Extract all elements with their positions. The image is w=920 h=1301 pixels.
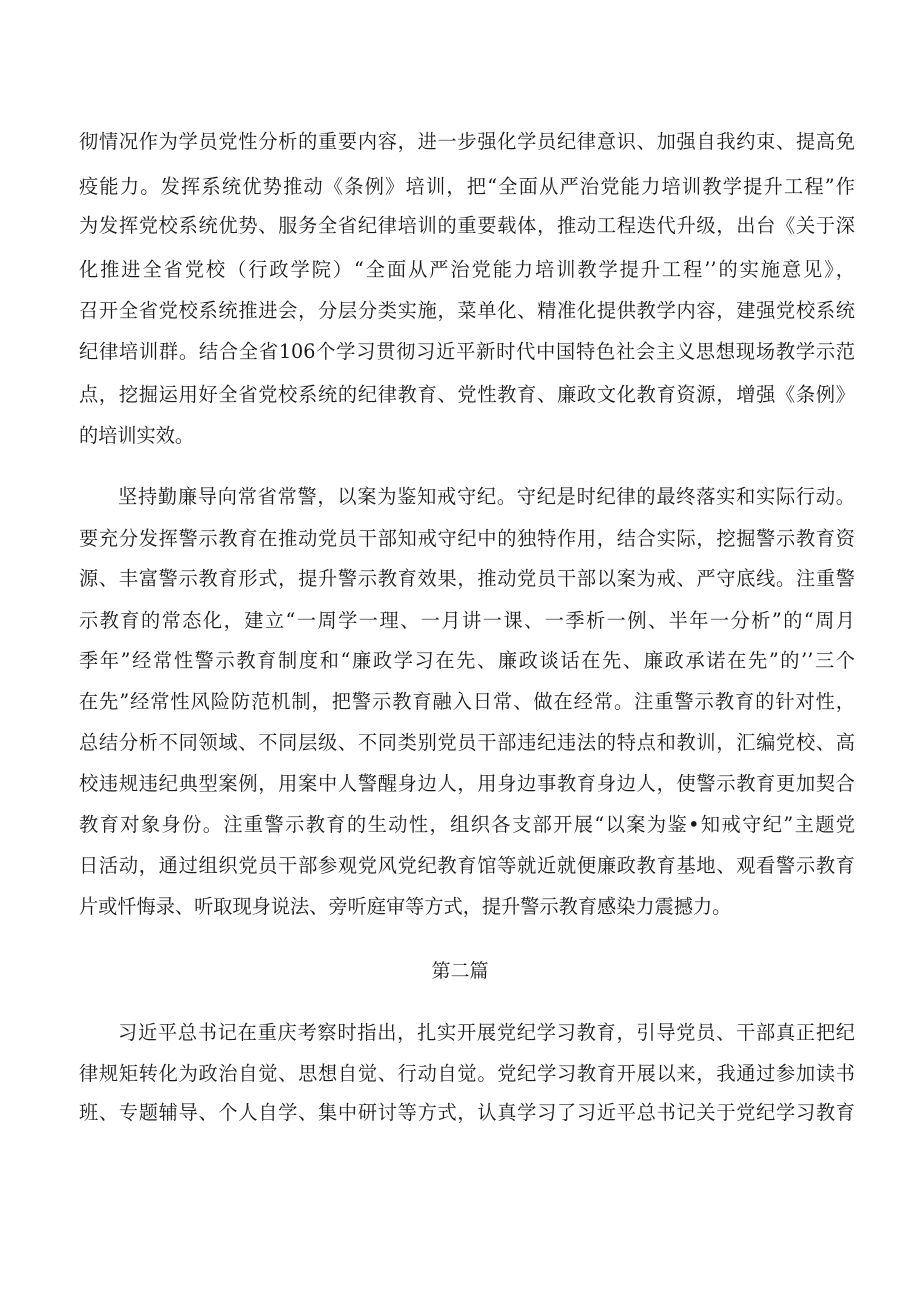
text-line: 的培训实效。 [79, 424, 195, 447]
text-line: 教育对象身份。注重警示教育的生动性，组织各支部开展“以案为鉴•知戒守纪”主题党 [79, 813, 855, 836]
text-line: 习近平总书记在重庆考察时指出，扎实开展党纪学习教育，引导党员、干部真正把纪 [118, 1021, 855, 1044]
text-line: 校违规违纪典型案例，用案中人警醒身边人，用身边事教育身边人，使警示教育更加契合 [79, 772, 855, 795]
text-line: 纪律培训群。结合全省106个学习贯彻习近平新时代中国特色社会主义思想现场教学示范 [79, 340, 855, 363]
text-line: 化推进全省党校（行政学院）“全面从严治党能力培训教学提升工程’’的实施意见》， [79, 258, 855, 281]
text-line: 在先”经常性风险防范机制，把警示教育融入日常、做在经常。注重警示教育的针对性， [79, 690, 855, 713]
section-heading: 第二篇 [431, 960, 489, 982]
text-line: 片或忏悔录、听取现身说法、旁听庭审等方式，提升警示教育感染力震撼力。 [79, 895, 732, 918]
text-line: 日活动，通过组织党员干部参观党风党纪教育馆等就近就便廉政教育基地、观看警示教育 [79, 854, 855, 877]
text-line: 季年”经常性警示教育制度和“廉政学习在先、廉政谈话在先、廉政承诺在先”的’’三个 [79, 649, 855, 672]
text-line: 彻情况作为学员党性分析的重要内容，进一步强化学员纪律意识、加强自我约束、提高免 [79, 130, 855, 153]
text-line: 点，挖掘运用好全省党校系统的纪律教育、党性教育、廉政文化教育资源，增强《条例》 [79, 383, 855, 406]
text-line: 班、专题辅导、个人自学、集中研讨等方式，认真学习了习近平总书记关于党纪学习教育 [79, 1101, 855, 1124]
text-line: 疫能力。发挥系统优势推动《条例》培训，把“全面从严治党能力培训教学提升工程”作 [79, 175, 855, 198]
text-line: 要充分发挥警示教育在推动党员干部知戒守纪中的独特作用，结合实际，挖掘警示教育资 [79, 527, 855, 550]
text-line: 召开全省党校系统推进会，分层分类实施，菜单化、精准化提供教学内容，建强党校系统 [79, 299, 855, 322]
text-line: 总结分析不同领域、不同层级、不同类别党员干部违纪违法的特点和教训，汇编党校、高 [79, 731, 855, 754]
text-line: 坚持勤廉导向常省常警，以案为鉴知戒守纪。守纪是时纪律的最终落实和实际行动。 [118, 485, 855, 508]
text-line: 为发挥党校系统优势、服务全省纪律培训的重要载体，推动工程迭代升级，出台《关于深 [79, 214, 855, 237]
text-line: 源、丰富警示教育形式，提升警示教育效果，推动党员干部以案为戒、严守底线。注重警 [79, 567, 855, 590]
text-line: 律规矩转化为政治自觉、思想自觉、行动自觉。党纪学习教育开展以来，我通过参加读书 [79, 1062, 855, 1085]
text-line: 示教育的常态化，建立“一周学一理、一月讲一课、一季析一例、半年一分析”的“周月 [79, 609, 855, 632]
